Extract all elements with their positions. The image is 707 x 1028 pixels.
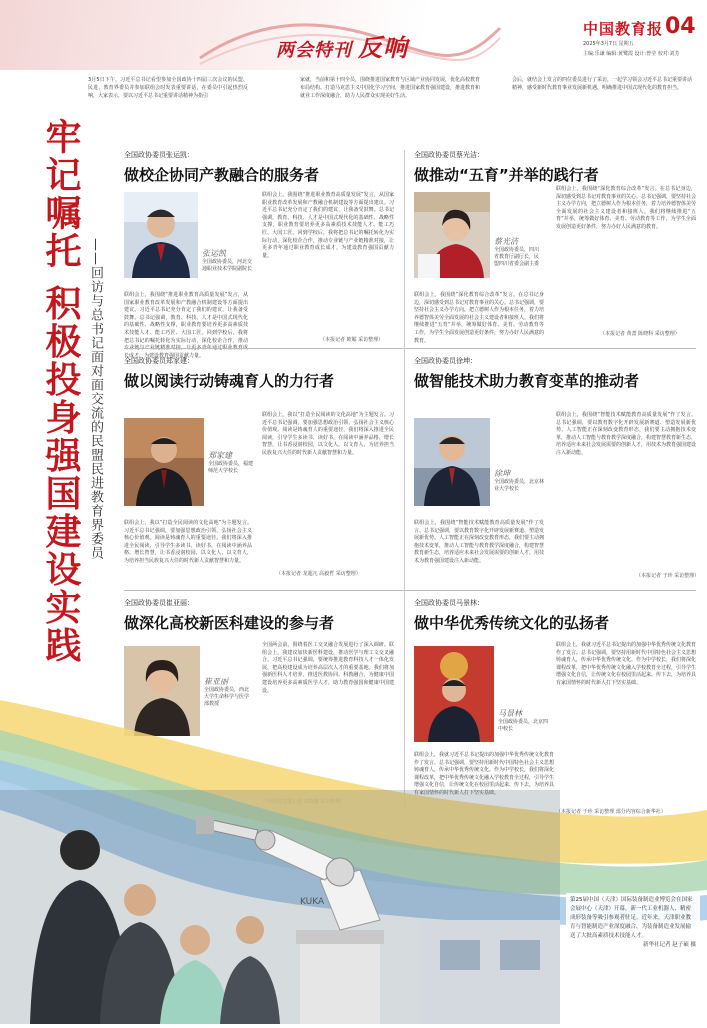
article-title: 做深化高校新医科建设的参与者 xyxy=(124,614,335,632)
article-body-part1: 联组会上，我就习近平总书记提出的加强中华优秀传统文化教育作了发言。总书记强调，要坚持用新时代中国特色社会主义思想铸魂育人，传承中华优秀传统文化。作为中学校长，我们将深化课程改革，把中华优秀传统文化融入学校教育全过程，引导学生增强文化自信，让传统文化在校园里活起来、传下去，为培养具有家国情怀的时代新人打下坚实基础。 xyxy=(414,752,555,796)
person-role: 全国政协委员，北京四中校长 xyxy=(498,719,549,732)
robot-exhibition-image xyxy=(0,690,707,1024)
portrait-caption xyxy=(494,470,544,493)
portrait-caption xyxy=(208,452,254,475)
portrait-photo xyxy=(124,192,198,278)
article-cai-guangjie xyxy=(414,150,694,191)
person-role: 全国政协委员，四川省教育厅副厅长，民盟四川省委会副主委 xyxy=(494,247,540,267)
portrait-caption xyxy=(494,238,542,268)
article-body-part2: 联组会上，我围绕“智能技术赋能教育高质量发展”作了发言。总书记强调，要以教育数字化开辟发展新赛道、塑造发展新优势。人工智能正在深刻改变教育形态，我们要主动拥抱技术变革，推动人工智能与教育教学深度融合，构建智慧教育新生态，培养适应未来社会发展需要的创新人才，用技术为教育强国建设注入新动能。 xyxy=(556,412,697,456)
article-byline: （本报记者 欧媚 采访整理） xyxy=(320,337,384,343)
intro-paragraph-3: 会后，就结会上发言的四位委员进行了采访，一起学习领会习近平总书记重要讲话精神，感受新时代教育事业发展新机遇，明确推进中国式现代化的教育担当。 xyxy=(512,77,693,91)
article-kicker: 全国政协委员郑家建： xyxy=(124,357,194,365)
article-zheng-jiajian xyxy=(124,356,394,397)
article-byline: （本报记者 于珍 采访整理 部分内容综合新华社） xyxy=(556,809,666,815)
article-kicker: 全国政协委员马景林： xyxy=(414,599,484,607)
portrait-image xyxy=(414,418,490,506)
intro-paragraph-2: 家就，当前和第十四全员，围绕推进国家教育与区域产业协同发展，优化高校教育布局结构、打造马克思主义中国化学习空间，推进国家教育强国建设，推进教育和就业工作深度融合，助力人民群众实现美好生活。 xyxy=(300,77,481,99)
article-cui-yali xyxy=(124,598,394,639)
person-role: 全国政协委员，西北大学生命科学与医学部教授 xyxy=(204,687,250,707)
article-body-part2: 联组会上，我围绕“推进职业教育高质量发展”发言，从国家职业教育改革发展和产教融合机制建设等方面提出建议。习近平总书记充分肯定了我们的建议，让我备受鼓舞。总书记强调，教育、科技、人才是中国式现代化的基础性、战略性支撑，职业教育要培养更多高素质技术技能人才、能工巧匠、大国工匠。回到学校后，我将把总书记的嘱托转化为实际行动，深化校企合作，推动专业链与产业链精准对接，让更多青年通过职业教育成长成才，为建设教育强国贡献力量。 xyxy=(262,192,394,259)
article-kicker: 全国政协委员张运凯： xyxy=(124,151,194,159)
column-title-text: 两会特刊 xyxy=(276,40,352,61)
article-title: 做以阅读行动铸魂育人的力行者 xyxy=(124,372,335,390)
section-divider xyxy=(124,348,696,349)
article-byline: （本报记者 黄蔷 陈晓科 采访整理） xyxy=(600,331,680,337)
article-kicker: 全国政协委员徐坤： xyxy=(414,357,477,365)
portrait-photo xyxy=(414,418,490,506)
person-name: 徐坤 xyxy=(494,469,510,478)
article-title: 做校企协同产教融合的服务者 xyxy=(124,166,320,184)
photo-caption-text: 第25届中国（天津）国际装备制造业博览会在国家会展中心（天津）开幕，新一代工业机器人、精密成形装备等吸引参观者驻足。近年来，天津职业教育与智能制造产业深度融合，为装备制造业发展输送了大批高素质技术技能人才。 xyxy=(570,897,693,939)
person-name: 马景林 xyxy=(498,709,522,718)
bottom-photo-banner xyxy=(0,690,707,1024)
header-date: 2025年3月7日 星期五 xyxy=(583,41,634,47)
article-body-part1: 联组会上，我以“打造全民阅读的文化高地”为主题发言。习近平总书记强调，要加强思想政治引领，弘扬社会主义核心价值观。阅读是铸魂育人的重要途径，我们将深入推进全民阅读，引导学生多读书、读好书，在阅读中涵养品格、增长智慧，让书香浸润校园，以文化人、以文育人，为培养担当民族复兴大任的时代新人贡献智慧和力量。 xyxy=(124,520,252,564)
person-role: 全国政协委员，福建师范大学校长 xyxy=(208,461,254,474)
portrait-image xyxy=(124,192,198,278)
article-kicker: 全国政协委员蔡光洁： xyxy=(414,151,484,159)
article-byline: （本报记者 龙超凡 高毅哲 采访整理） xyxy=(276,571,361,577)
section-divider xyxy=(124,590,696,591)
page-header xyxy=(0,0,707,70)
newspaper-name: 中国教育报 xyxy=(583,20,664,38)
column-title xyxy=(276,28,408,63)
portrait-caption xyxy=(202,250,252,273)
person-role: 全国政协委员，河北交通职业技术学院副院长 xyxy=(202,259,253,272)
svg-text:KUKA: KUKA xyxy=(300,897,325,907)
person-name: 蔡光洁 xyxy=(494,237,518,246)
article-body-part1: 联组会上，我围绕“推进职业教育高质量发展”发言，从国家职业教育改革发展和产教融合机制建设等方面提出建议。习近平总书记充分肯定了我们的建议，让我备受鼓舞。总书记强调，教育、科技、人才是中国式现代化的基础性、战略性支撑，职业教育要培养更多高素质技术技能人才、能工巧匠、大国工匠。回到学校后，我将把总书记的嘱托转化为实际行动，深化校企合作，推动 长成才，为建设教育强国贡献力量。 xyxy=(124,292,248,359)
article-title: 做智能技术助力教育变革的推动者 xyxy=(414,372,640,390)
article-body: 全国两会前，围绕着医工交叉融合发展进行了深入调研。联组会上，我建议加快新医科建设，推动医学与理工文交叉融合。习近平总书记强调，要统筹推进教育科技人才一体化发展，把高校建设成为培养高层次人才的重要基地。我们将加强新医科人才培养，推进医教协同、科教融合，为健康中国建设培养更多高素质医学人才，助力教育强国和健康中国建设。 xyxy=(262,642,394,694)
article-byline: （本报记者 于珍 采访整理） xyxy=(636,573,700,579)
article-body-part1: 联组会上，我围绕“深化教育综合改革”发言。在总书记身边，深切感受到总书记对教育事业的关心。总书记强调，要坚持社会主义办学方向，把立德树人作为根本任务，着力培养德智体美劳全面发展的社会主义建设者和接班人。我们将继续推进“五育”并举，统筹做好体育、美育、劳动教育等工作，为学生全面发展创造更好条件，努力办好人民满意的教育。 xyxy=(414,292,545,344)
person-role: 全国政协委员，北京林业大学校长 xyxy=(494,479,545,492)
article-title: 做推动“五育”并举的践行者 xyxy=(414,166,599,184)
header-staff: 主编:乐谦 编辑:黄鹭霞 设计:曾莹 校对:刘芳 xyxy=(583,51,680,57)
article-kicker: 全国政协委员崔亚丽： xyxy=(124,599,194,607)
article-body-part1: 联组会上，我围绕“智能技术赋能教育高质量发展”作了发言。总书记强调，要以教育数字化开辟发展新赛道、塑造发展新优势。人工智能正在深刻改变教育形态，我们要主动拥抱技术变革，推动人工智能与教育教学深度融合，构建智慧教育新生态，培养适应未来社会发展需要的创新人才，用技术为教育强国建设注入新动能。 xyxy=(414,520,545,564)
article-title: 做中华优秀传统文化的弘扬者 xyxy=(414,614,610,632)
photo-credit: 新华社记者 赵子硕 摄 xyxy=(643,942,696,948)
page-number: 04 xyxy=(665,14,696,39)
article-body-part2: 联组会上，我以“打造全民阅读的文化高地”为主题发言。习近平总书记强调，要加强思想政治引领，弘扬社会主义核心价值观。阅读是铸魂育人的重要途径，我们将深入推进全民阅读，引导学生多读书、读好书，在阅读中涵养品格、增长智慧，让书香浸润校园，以文化人、以文育人，为培养担当民族复兴大任的时代新人贡献智慧和力量。 xyxy=(262,412,394,456)
portrait-image xyxy=(414,192,490,278)
main-headline: 牢记嘱托 积极投身强国建设实践 xyxy=(40,118,82,665)
portrait-image xyxy=(124,418,204,506)
article-body-part2: 联组会上，我围绕“深化教育综合改革”发言。在总书记身边，深切感受到总书记对教育事业的关心。总书记强调，要坚持社会主义办学方向，把立德树人作为根本任务，着力培养德智体美劳全面发展的社会主义建设者和接班人。我们将继续推进“五育”并举，统筹做好体育、美育、劳动教育等工作，为学生全面发展创造更好条件，努力办好人民满意的教育。 xyxy=(556,186,697,230)
person-name: 崔亚丽 xyxy=(204,677,228,686)
intro-paragraph-1: 3月5日下午，习近平总书记看望参加全国政协十四届三次会议的民盟、民进、教育界委员并参加联组会时发表重要讲话，在委员中引起热烈反响，大家表示，要以习近平总书记重要讲话精神为指引 xyxy=(88,77,248,99)
person-name: 郑家建 xyxy=(208,451,232,460)
article-zhang-yunkai xyxy=(124,150,394,191)
person-name: 张运凯 xyxy=(202,249,226,258)
article-xu-kun xyxy=(414,356,698,397)
sub-headline: ——回访与总书记面对面交流的民盟民进教育界委员 xyxy=(88,238,103,560)
photo-caption xyxy=(566,893,700,953)
portrait-photo xyxy=(124,418,204,506)
article-ma-jinglin xyxy=(414,598,698,639)
column-title-big: 反响 xyxy=(358,33,408,62)
portrait-photo xyxy=(414,192,490,278)
article-body-part2: 联组会上，我就习近平总书记提出的加强中华优秀传统文化教育作了发言。总书记强调，要坚持用新时代中国特色社会主义思想铸魂育人，传承中华优秀传统文化。作为中学校长，我们将深化课程改革，把中华优秀传统文化融入学校教育全过程，引导学生增强文化自信，让传统文化在校园里活起来、传下去，为培养具有家国情怀的时代新人打下坚实基础。 xyxy=(556,642,697,686)
